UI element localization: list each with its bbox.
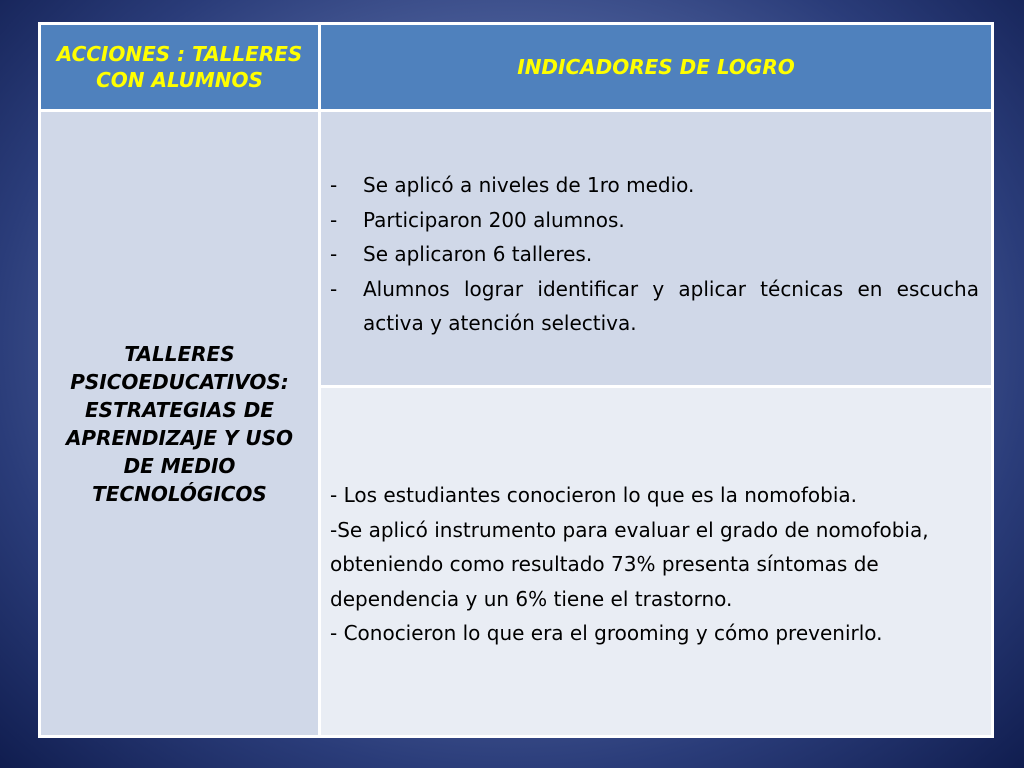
list-item bbox=[330, 237, 979, 272]
paragraph-line: -Se aplicó instrumento para evaluar el grado de nomofobia, obteniendo como resultado 73% presenta síntomas de dependencia y un 6% tiene el trastorno. bbox=[330, 517, 929, 611]
list-item bbox=[330, 203, 979, 238]
bullet-marker: - bbox=[330, 242, 338, 266]
cell-indicators-top bbox=[321, 112, 991, 385]
bullet-marker: - bbox=[330, 276, 338, 301]
cell-indicators-bottom bbox=[321, 388, 991, 735]
bullet-marker: - bbox=[330, 173, 338, 197]
list-item bbox=[330, 168, 979, 203]
list-item-text: Alumnos lograr identificar y aplicar técnicas en escucha activa y atención selectiva. bbox=[363, 276, 979, 335]
bullet-marker: - bbox=[330, 207, 338, 232]
list-item-text: Participaron 200 alumnos. bbox=[363, 207, 625, 232]
paragraph-line: - Conocieron lo que era el grooming y cómo prevenirlo. bbox=[330, 621, 883, 645]
list-item-text: Se aplicaron 6 talleres. bbox=[363, 242, 593, 266]
talleres-title-text: TALLERES PSICOEDUCATIVOS: ESTRATEGIAS DE APRENDIZAJE Y USO DE MEDIO TECNOLÓGICOS bbox=[65, 341, 294, 506]
cell-talleres-title bbox=[41, 112, 318, 735]
header-acciones: ACCIONES : TALLERES CON ALUMNOS bbox=[41, 25, 318, 109]
paragraph-line: - Los estudiantes conocieron lo que es la nomofobia. bbox=[330, 483, 857, 507]
list-item-text: Se aplicó a niveles de 1ro medio. bbox=[363, 173, 695, 197]
table bbox=[38, 22, 994, 738]
header-indicadores: INDICADORES DE LOGRO bbox=[321, 25, 991, 109]
list-item bbox=[330, 272, 979, 341]
indicator-list bbox=[330, 168, 979, 341]
